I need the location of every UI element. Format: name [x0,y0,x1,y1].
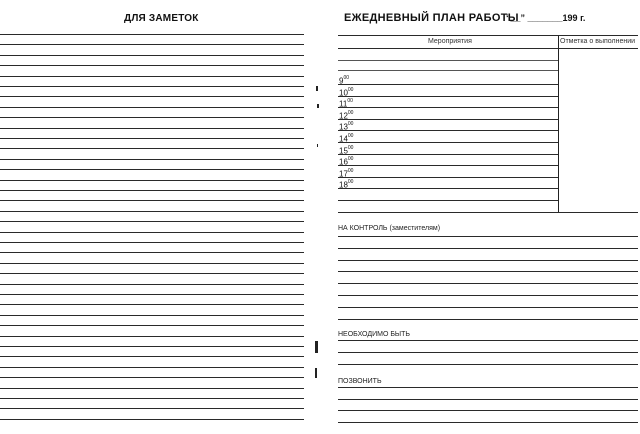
section-label-control: НА КОНТРОЛЬ (заместителям) [338,225,441,232]
ruled-line [338,119,558,120]
ruled-line [338,35,638,36]
ruled-line [338,260,638,261]
ruled-line [0,367,304,368]
ruled-line [338,422,638,423]
column-divider [558,36,559,212]
gutter-mark [315,368,317,378]
hour-label: $12^{00}$ [339,110,354,121]
ruled-line [338,130,558,131]
ruled-line [0,377,304,378]
hour-label: $15^{00}$ [339,145,354,156]
ruled-line [0,356,304,357]
ruled-line [338,364,638,365]
ruled-line [0,211,304,212]
ruled-line [0,34,304,35]
ruled-line [0,346,304,347]
ruled-line [0,55,304,56]
ruled-line [0,232,304,233]
ruled-line [338,48,638,49]
ruled-line [0,148,304,149]
hour-label: $9^{00}$ [339,75,350,86]
hour-label: $13^{00}$ [339,121,354,132]
ruled-line [338,165,558,166]
ruled-line [0,96,304,97]
ruled-line [0,200,304,201]
ruled-line [0,221,304,222]
ruled-line [338,352,638,353]
ruled-line [0,86,304,87]
gutter-mark [317,144,318,147]
ruled-line [338,283,638,284]
ruled-line [0,138,304,139]
ruled-line [0,284,304,285]
ruled-line [0,273,304,274]
ruled-line [0,315,304,316]
hour-label: $10^{00}$ [339,87,354,98]
ruled-line [0,180,304,181]
ruled-line [0,159,304,160]
ruled-line [0,128,304,129]
ruled-line [0,294,304,295]
ruled-line [0,325,304,326]
column-header-report: Отметка о выполнении [560,38,636,45]
plan-title: ЕЖЕДНЕВНЫЙ ПЛАН РАБОТЫ [344,12,519,24]
ruled-line [338,295,638,296]
ruled-line [0,304,304,305]
ruled-line [338,212,638,213]
section-label-must-be: НЕОБХОДИМО БЫТЬ [338,331,410,338]
hour-label: $11^{00}$ [339,98,353,109]
ruled-line [0,190,304,191]
ruled-line [338,142,558,143]
date-field: “__” _______199 г. [506,13,586,23]
ruled-line [0,44,304,45]
ruled-line [338,107,558,108]
ruled-line [338,188,558,189]
ruled-line [338,410,638,411]
ruled-line [338,248,638,249]
notes-title: ДЛЯ ЗАМЕТОК [124,13,199,24]
column-header-event: Мероприятия [428,38,472,45]
hour-label: $17^{00}$ [339,168,354,179]
ruled-line [0,76,304,77]
ruled-line [0,65,304,66]
gutter-mark [316,86,318,91]
ruled-line [338,84,558,85]
ruled-line [0,252,304,253]
notes-page [0,0,312,434]
ruled-line [0,398,304,399]
ruled-line [0,408,304,409]
hour-label: $16^{00}$ [339,156,354,167]
gutter-mark [315,341,318,353]
hour-label: $18^{00}$ [339,179,354,190]
ruled-line [0,117,304,118]
ruled-line [338,70,558,71]
gutter-mark [317,104,319,108]
ruled-line [338,271,638,272]
ruled-line [338,236,638,237]
ruled-line [338,60,558,61]
ruled-line [338,307,638,308]
ruled-line [0,388,304,389]
ruled-line [338,200,558,201]
ruled-line [0,263,304,264]
ruled-line [0,419,304,420]
ruled-line [0,169,304,170]
ruled-line [338,399,638,400]
ruled-line [338,96,558,97]
hour-label: $14^{00}$ [339,133,354,144]
ruled-line [338,319,638,320]
daily-plan-page [330,0,640,434]
section-label-call: ПОЗВОНИТЬ [338,378,382,385]
ruled-line [0,336,304,337]
ruled-line [338,154,558,155]
ruled-line [338,387,638,388]
ruled-line [0,107,304,108]
ruled-line [338,340,638,341]
ruled-line [338,177,558,178]
ruled-line [0,242,304,243]
